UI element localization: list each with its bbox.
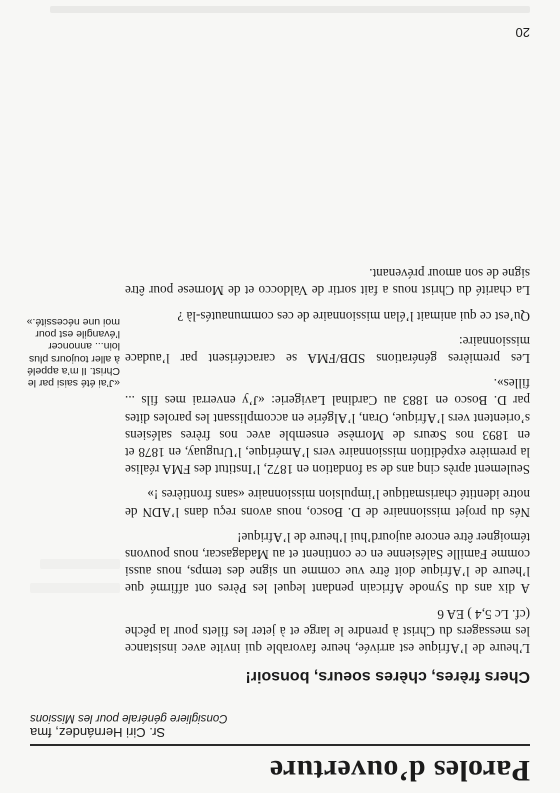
paragraph-2: A dix ans du Synode Africain pendant lequel les Pères ont affirmé que l’heure de l’Afrique doit être vue comme un signe des temps, nous aussi comme Famille Salésienne en ce continent et au Madagascar, nous pouvons témoigner être encore aujourd’hui l’heure de l’Afrique! (125, 529, 530, 597)
body-text (125, 257, 530, 657)
paragraph-3: Nés du projet missionnaire de D. Bosco, nous avons reçu dans l’ADN de notre identité charismatique l’impulsion missionnaire «sans frontières !» (125, 487, 530, 520)
title-rule (30, 744, 530, 746)
pull-quote: «J’ai été saisi par le Christ. Il m’a appelé à aller toujours plus loin... annoncer l’évangile est pour moi une nécessité.» (26, 315, 120, 389)
paragraph-6: Qu’est ce qui animait l’élan missionnaire de ces communautés-là ? (177, 308, 530, 324)
author-block (30, 711, 270, 739)
paragraph-4: Seulement après cinq ans de sa fondation en 1872, l’Institut des FMA réalise la première expédition missionnaire vers l’Amérique, l’Uruguay, en 1878 et en 1893 nos Sœurs de Mornèse ensemble avec nos frères salésiens s’orientent vers l’Afrique, Oran, l’Algérie en accomplissant les paroles dites par D. Bosco en 1883 au Cardinal Lavigerie: «J’y enverrai mes fils ... filles». (125, 376, 530, 478)
author-name: Sr. Ciri Hernández, fma (30, 725, 166, 740)
paragraph-7: La charité du Christ nous a fait sortir de Valdocco et de Mornese pour être signe de son amour prévenant. (125, 266, 530, 299)
page-title: Paroles d’ouverture (269, 754, 530, 787)
paragraph-5: Les premières générations SDB/FMA se caractérisent par l’audace missionnaire: (125, 333, 530, 366)
page-number: 20 (515, 25, 530, 40)
greeting-heading: Chers frères, chères soeurs, bonsoir! (245, 668, 530, 685)
author-role: Consigliere générale pour les Missions (30, 712, 228, 724)
paragraph-1: L’heure de l’Afrique est arrivée, heure favorable qui invite avec insistance les messagers du Christ à prendre le large et à jeter les filets pour la pêche (cf. Lc 5,4 ) EA 6 (125, 606, 530, 656)
